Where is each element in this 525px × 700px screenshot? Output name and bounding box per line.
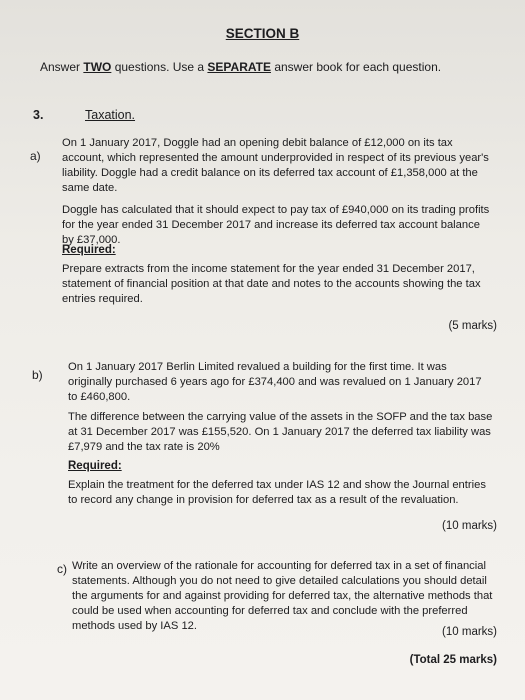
part-c-task: Write an overview of the rationale for accounting for deferred tax in a set of financial statements. Although you do not need to give detailed calculations you should detail the arguments for and against providing for deferred tax, the alternative methods that could be used when accounting for deferred tax and conclude with the preferred methods used by IAS 12. (72, 560, 493, 632)
part-c-label: c) (57, 562, 67, 576)
instruction-separate: SEPARATE (207, 60, 271, 74)
part-a-label: a) (30, 149, 41, 163)
instruction (40, 60, 441, 74)
part-a-task: Prepare extracts from the income statement for the year ended 31 December 2017, statement of financial position at that date and notes to the accounts showing the tax entries required. (62, 263, 481, 305)
question-number: 3. (33, 108, 44, 122)
part-a-para2: Doggle has calculated that it should expect to pay tax of £940,000 on its trading profits for the year ended 31 December 2017 and increase its deferred tax account balance by £37,000. (62, 204, 490, 246)
part-a-required: Required: (62, 244, 116, 256)
part-b-para2: The difference between the carrying value of the assets in the SOFP and the tax base at 31 December 2017 was £155,520. On 1 January 2017 the deferred tax liability was £7,979 and the tax rate is 20% (68, 411, 493, 453)
instruction-post: answer book for each question. (270, 60, 442, 74)
part-b-required: Required: (68, 460, 122, 472)
total-marks: (Total 25 marks) (409, 654, 497, 666)
part-b-para1: On 1 January 2017 Berlin Limited revalued a building for the first time. It was originally purchased 6 years ago for £374,400 and was revalued on 1 January 2017 to £460,800. (68, 361, 482, 403)
part-b-marks: (10 marks) (442, 520, 497, 532)
question-title: Taxation. (85, 108, 136, 122)
part-a-para1: On 1 January 2017, Doggle had an opening debit balance of £12,000 on its tax account, which represented the amount underprovided in respect of its previous year's liability. Doggle had a credit balance on its deferred tax account of £1,358,000 at the same date. (62, 137, 489, 194)
instruction-mid: questions. Use a (111, 60, 208, 74)
part-b-label: b) (32, 368, 43, 382)
instruction-pre: Answer (40, 60, 84, 74)
part-a-marks: (5 marks) (448, 320, 497, 332)
section-title: SECTION B (225, 26, 300, 41)
part-b-task: Explain the treatment for the deferred tax under IAS 12 and show the Journal entries to record any change in provision for deferred tax as a result of the revaluation. (68, 479, 486, 506)
instruction-two: TWO (83, 60, 112, 74)
part-c-marks: (10 marks) (442, 626, 497, 638)
